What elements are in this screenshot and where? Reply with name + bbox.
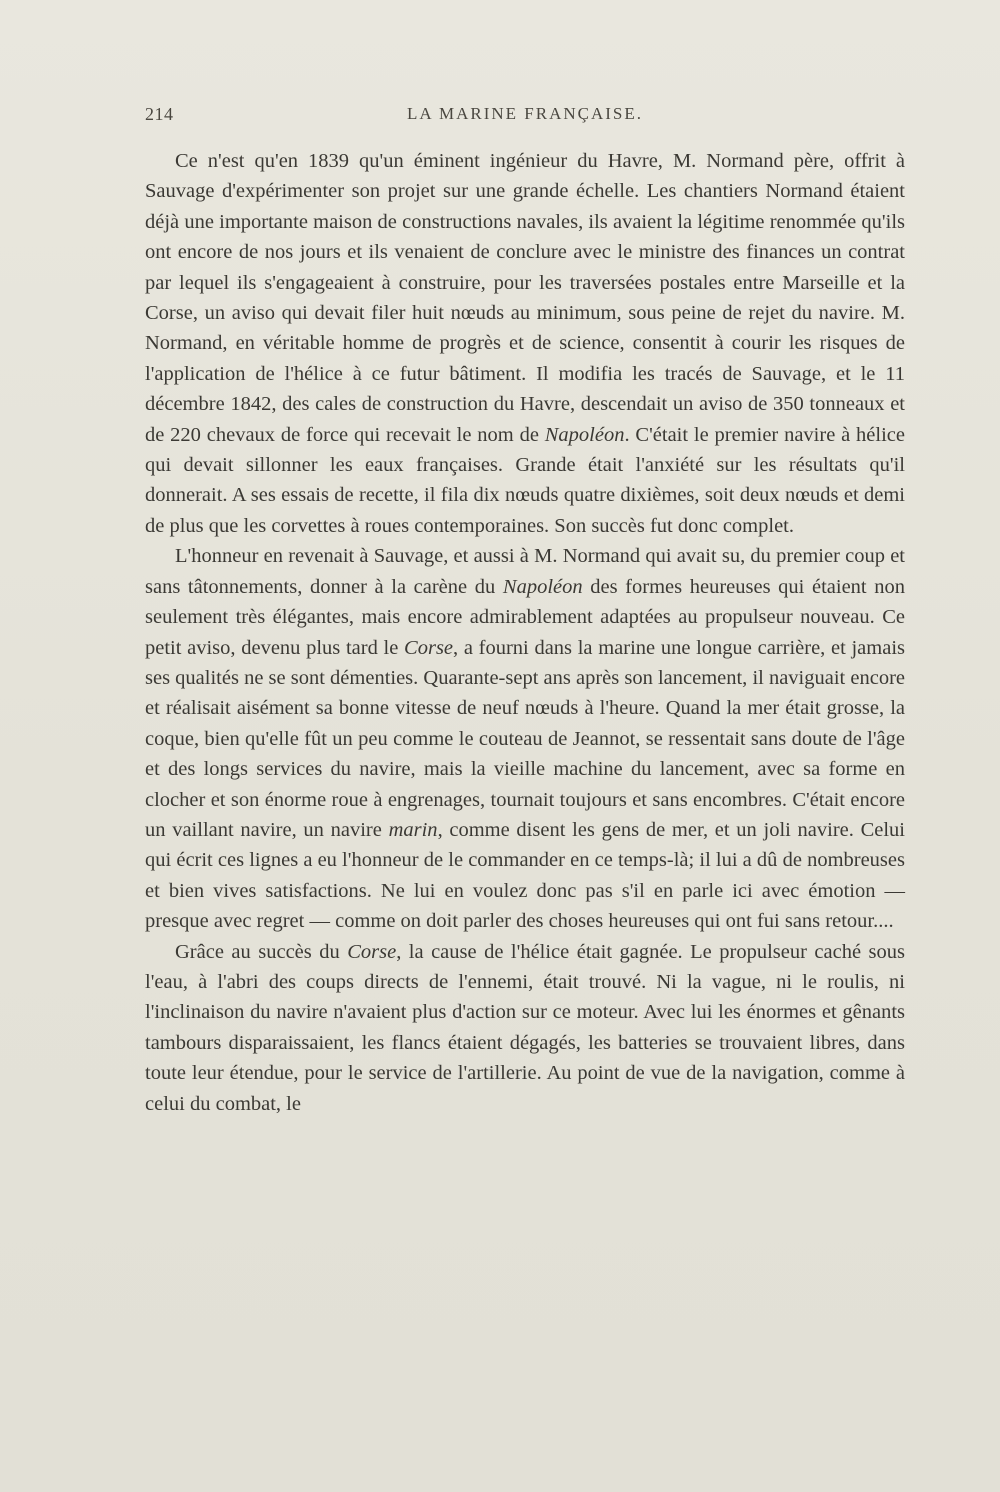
italic-run: Corse — [347, 940, 397, 963]
body-text — [145, 146, 905, 1119]
running-title: LA MARINE FRANÇAISE. — [407, 104, 643, 123]
paragraph-2 — [145, 541, 905, 936]
italic-run: Corse — [404, 636, 454, 659]
text-run: . C'était le premier navire à hélice qui devait sillonner les eaux françaises. Grande était l'anxiété sur les résultats qu'il donnerait. A ses essais de recette, il fila dix nœuds quatre dixièmes, soit deux nœuds et demi de plus que les corvettes à roues contemporaines. Son succès fut donc complet. — [145, 423, 905, 537]
text-run: , comme disent les gens de mer, et un joli navire. Celui qui écrit ces lignes a eu l'honneur de le commander en ce temps-là; il lui a dû de nombreuses et bien vives satisfactions. Ne lui en voulez donc pas s'il en parle ici avec émotion — presque avec regret — comme on doit parler des choses heureuses qui ont fui sans retour.... — [145, 818, 906, 933]
text-run: Ce n'est qu'en 1839 qu'un éminent ingénieur du Havre, M. Normand père, offrit à Sauvage d'expérimenter son projet sur une grande échelle. Les chantiers Normand étaient déjà une importante maison de constructions navales, ils avaient la légitime renommée qu'ils ont encore de nos jours et ils venaient de conclure avec le ministre des finances un contrat par lequel ils s'engageaient à construire, pour les traversées postales entre Marseille et la Corse, un aviso qui devait filer huit nœuds au minimum, sous peine de rejet du navire. M. Normand, en véritable homme de progrès et de science, consentit à courir les risques de l'application de l'hélice à ce futur bâtiment. Il modifia les tracés de Sauvage, et le 11 décembre 1842, des cales de construction du Havre, descendait un aviso de 350 tonneaux et de 220 chevaux de force qui recevait le nom de — [145, 150, 905, 446]
text-run: , la cause de l'hélice était gagnée. Le propulseur caché sous l'eau, à l'abri des coups directs de l'ennemi, était trouvé. Ni la vague, ni le roulis, ni l'inclinaison du navire n'avaient plus d'action sur ce moteur. Avec lui les énormes et gênants tambours disparaissaient, les flancs étaient dégagés, les batteries se trouvaient libres, dans toute leur étendue, pour le service de l'artillerie. Au point de vue de la navigation, comme à celui du combat, le — [145, 940, 905, 1115]
italic-run: Napoléon — [502, 575, 583, 598]
page-header — [145, 104, 905, 132]
paragraph-1 — [145, 146, 905, 541]
text-run: Grâce au succès du — [175, 940, 348, 963]
italic-run: marin — [388, 818, 438, 841]
text-run: des formes heureuses qui étaient non seulement très élégantes, mais encore admirablement adaptées au propulseur nouveau. Ce petit aviso, devenu plus tard le — [145, 575, 905, 659]
text-run: , a fourni dans la marine une longue carrière, et jamais ses qualités ne se sont démenties. Quarante-sept ans après son lancement, il naviguait encore et réalisait aisément sa bonne vitesse de neuf nœuds à l'heure. Quand la mer était grosse, la coque, bien qu'elle fût un peu comme le couteau de Jeannot, se ressentait sans doute de l'âge et des longs services du navire, mais la vieille machine du lancement, avec sa forme en clocher et son énorme roue à engrenages, tournait toujours et sans encombres. C'était encore un vaillant navire, un navire — [145, 636, 905, 841]
paragraph-3 — [145, 937, 905, 1119]
text-run: L'honneur en revenait à Sauvage, et aussi à M. Normand qui avait su, du premier coup et sans tâtonnements, donner à la carène du — [145, 545, 905, 598]
page-number: 214 — [145, 104, 174, 124]
italic-run: Napoléon — [544, 423, 625, 446]
